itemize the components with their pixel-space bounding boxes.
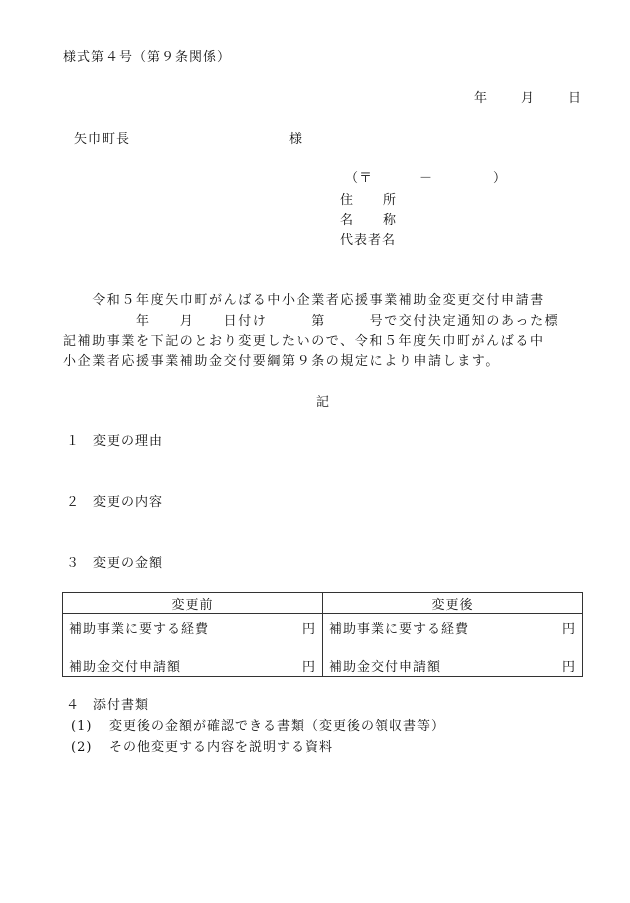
- date-month-label: 月: [521, 91, 536, 106]
- section-4-title: 添付書類: [93, 698, 150, 713]
- after-expense-row: [329, 618, 576, 637]
- section-3-title: 変更の金額: [93, 556, 164, 571]
- before-amount-cell: [63, 614, 323, 677]
- company-name-label-char2: 称: [383, 213, 398, 228]
- section-4-number: ４: [66, 698, 81, 713]
- postal-dash: －: [419, 171, 434, 186]
- attachment-number: (2): [71, 740, 93, 755]
- section-1-number: １: [66, 434, 81, 449]
- after-request-label: 補助金交付申請額: [329, 660, 442, 675]
- before-request-label: 補助金交付申請額: [69, 660, 182, 675]
- column-header-after: 変更後: [323, 593, 583, 614]
- column-header-before: 変更前: [63, 593, 323, 614]
- date-year-label: 年: [474, 91, 489, 106]
- before-expense-label: 補助事業に要する経費: [69, 622, 210, 637]
- postal-open: （〒: [345, 171, 374, 186]
- amount-table: [62, 592, 583, 677]
- attachment-text: 変更後の金額が確認できる書類（変更後の領収書等）: [109, 719, 446, 734]
- after-request-row: [329, 656, 576, 675]
- section-2-number: ２: [66, 495, 81, 510]
- address-label-char2: 所: [383, 193, 398, 208]
- after-expense-unit: 円: [561, 622, 576, 637]
- after-expense-label: 補助事業に要する経費: [329, 622, 470, 637]
- ki-heading: 記: [316, 395, 331, 410]
- section-2-title: 変更の内容: [93, 495, 164, 510]
- before-expense-unit: 円: [301, 622, 316, 637]
- representative-label-text: 代表者名: [340, 233, 397, 248]
- body-line-3: 記補助事業を下記のとおり変更したいので、令和５年度矢巾町がんばる中: [63, 334, 545, 349]
- section-1-title: 変更の理由: [93, 434, 164, 449]
- body-line-4: 小企業者応援事業補助金交付要綱第９条の規定により申請します。: [63, 354, 500, 369]
- form-label: 様式第４号（第９条関係）: [63, 50, 232, 65]
- before-request-unit: 円: [301, 660, 316, 675]
- body-line-2: 年 月 日付け 第 号で交付決定通知のあった標: [63, 314, 560, 329]
- date-day-label: 日: [568, 91, 583, 106]
- addressee-honorific: 様: [289, 132, 304, 147]
- before-request-row: [69, 656, 316, 675]
- before-expense-row: [69, 618, 316, 637]
- addressee-name: 矢巾町長: [74, 132, 131, 147]
- attachment-text: その他変更する内容を説明する資料: [109, 740, 334, 755]
- company-name-label-char1: 名: [340, 213, 355, 228]
- attachment-number: (1): [71, 719, 93, 734]
- after-request-unit: 円: [561, 660, 576, 675]
- after-amount-cell: [323, 614, 583, 677]
- address-label-char1: 住: [340, 193, 355, 208]
- body-line-1: 令和５年度矢巾町がんばる中小企業者応援事業補助金変更交付申請書: [63, 293, 545, 308]
- postal-close: ）: [493, 171, 508, 186]
- section-3-number: ３: [66, 556, 81, 571]
